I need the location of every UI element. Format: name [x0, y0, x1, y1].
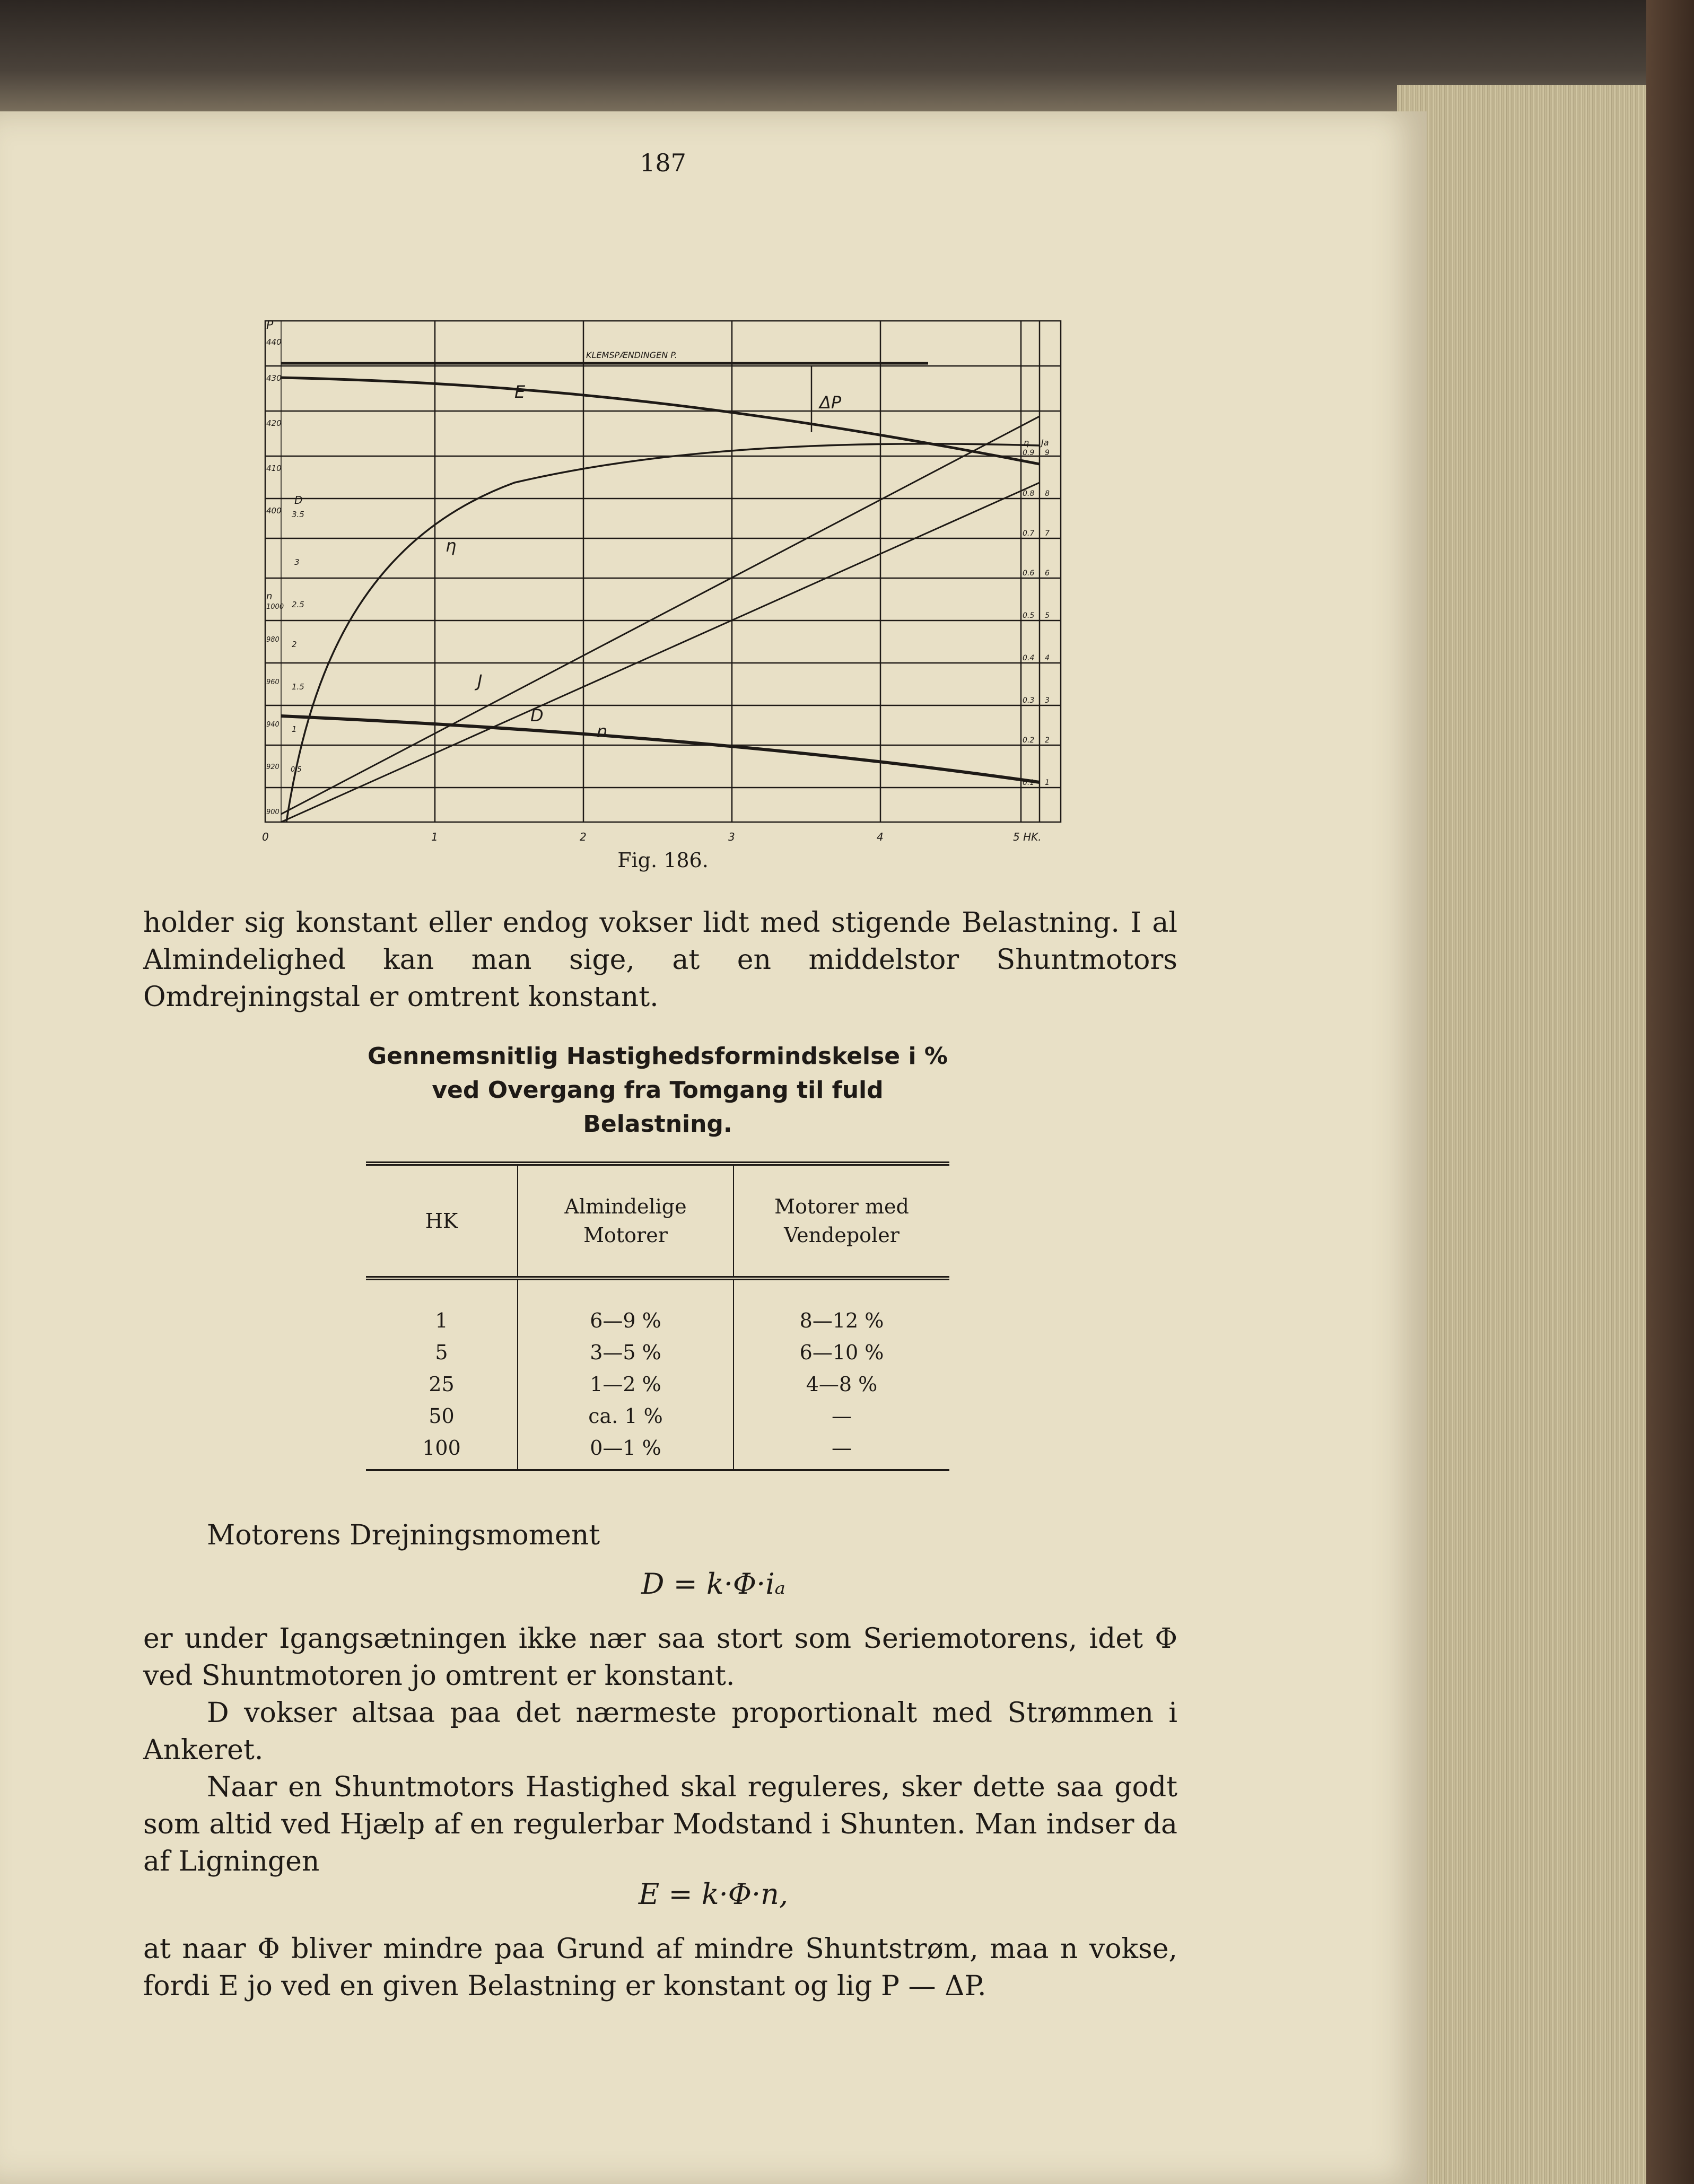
table-row: [366, 1432, 949, 1470]
tick-p-420: 420: [266, 418, 282, 428]
cell-almindelige: 0—1 %: [518, 1432, 734, 1470]
label-klemspaending: KLEMSPÆNDINGEN P.: [586, 350, 677, 360]
paragraph-4: [143, 1694, 1177, 1769]
tick-ja-2: 2: [1045, 736, 1050, 745]
label-d: D: [530, 705, 544, 726]
tick-n-920: 920: [266, 763, 280, 771]
paragraph-1-text: holder sig konstant eller endog vokser lidt med stigende Belastning. I al Almindelighed kan man sige, at en middelstor Shuntmotors Omdrejningstal er omtrent konstant.: [143, 907, 1177, 1013]
figure-caption: Fig. 186.: [617, 849, 709, 872]
tick-d-3.5: 3.5: [292, 510, 304, 519]
j-curve: [281, 416, 1040, 814]
tick-d-1.5: 1.5: [292, 682, 304, 692]
tick-p-400: 400: [266, 506, 282, 516]
tick-x-5: 5 HK.: [1013, 831, 1042, 843]
tick-p-410: 410: [266, 464, 282, 473]
tick-eta-0.3: 0.3: [1023, 696, 1035, 705]
speed-reduction-table: [366, 1161, 949, 1471]
tick-eta-0.7: 0.7: [1023, 529, 1035, 538]
paragraph-5: [143, 1769, 1177, 1880]
formula-torque: D = k·Φ·iₐ: [641, 1567, 785, 1601]
tick-x-2: 2: [580, 831, 587, 843]
cell-almindelige: 6—9 %: [518, 1278, 734, 1336]
label-delta-p: ΔP: [819, 392, 842, 413]
table-row: [366, 1400, 949, 1432]
table-title-line-3: Belastning.: [583, 1111, 732, 1138]
paragraph-6-text: at naar Φ bliver mindre paa Grund af mindre Shuntstrøm, maa n vokse, fordi E jo ved en given Belastning er konstant og lig P — ΔP.: [143, 1933, 1177, 2002]
paragraph-1: [143, 904, 1177, 1016]
tick-eta-0.4: 0.4: [1023, 654, 1035, 662]
tick-x-3: 3: [728, 831, 735, 843]
tick-ja-9: 9: [1045, 449, 1050, 457]
axis-label-n: n: [266, 591, 273, 602]
tick-eta-0.9: 0.9: [1023, 449, 1035, 457]
d-curve: [281, 483, 1040, 822]
tick-d-2: 2: [292, 640, 297, 649]
book-cover-edge: [1646, 0, 1694, 2184]
tick-x-0: 0: [262, 831, 269, 843]
axis-label-p: P: [266, 319, 274, 332]
table-title-line-1: Gennemsnitlig Hastighedsformindskelse i %: [368, 1043, 948, 1070]
tick-x-4: 4: [877, 831, 884, 843]
tick-ja-7: 7: [1045, 529, 1050, 538]
n-curve: [281, 716, 1040, 782]
tick-ja-1: 1: [1045, 779, 1050, 787]
tick-n-940: 940: [266, 721, 280, 729]
tick-d-1: 1: [292, 724, 297, 734]
cell-almindelige: 3—5 %: [518, 1336, 734, 1368]
cell-vendepoler: —: [734, 1400, 949, 1432]
cell-almindelige: 1—2 %: [518, 1368, 734, 1400]
label-eta: η: [446, 536, 457, 556]
header-hk: HK: [425, 1209, 458, 1233]
table-row: [366, 1368, 949, 1400]
label-e: E: [514, 382, 526, 402]
axis-label-eta: η: [1024, 438, 1029, 448]
axis-label-ja: Ja: [1041, 438, 1049, 448]
tick-ja-8: 8: [1045, 490, 1050, 498]
formula-emf: E = k·Φ·n,: [638, 1877, 789, 1911]
tick-n-1000: 1000: [266, 603, 284, 611]
paragraph-2-text: Motorens Drejningsmoment: [207, 1519, 600, 1551]
characteristic-curves-figure: [249, 313, 1087, 859]
label-n: n: [597, 721, 608, 741]
tick-ja-3: 3: [1045, 696, 1050, 705]
table-header-row: [366, 1164, 949, 1278]
tick-ja-4: 4: [1045, 654, 1050, 662]
tick-n-960: 960: [266, 678, 280, 686]
tick-n-900: 900: [266, 808, 280, 816]
cell-vendepoler: 8—12 %: [734, 1278, 949, 1336]
tick-ja-6: 6: [1045, 569, 1050, 578]
page-number: 187: [640, 148, 686, 177]
table-title-line-2: ved Overgang fra Tomgang til fuld: [432, 1077, 884, 1104]
paragraph-3: [143, 1620, 1177, 1694]
paragraph-5-text: Naar en Shuntmotors Hastighed skal reguleres, sker dette saa godt som altid ved Hjælp af en regulerbar Modstand i Shunten. Man indser da af Ligningen: [143, 1771, 1177, 1877]
table-row: [366, 1278, 949, 1336]
tick-eta-0.8: 0.8: [1023, 490, 1035, 498]
axis-label-d: D: [294, 494, 303, 506]
tick-p-440: 440: [266, 337, 282, 347]
tick-p-430: 430: [266, 373, 282, 383]
tick-eta-0.1: 0.1: [1023, 779, 1035, 787]
paragraph-3-text: er under Igangsætningen ikke nær saa stort som Seriemotorens, idet Φ ved Shuntmotoren jo omtrent er konstant.: [143, 1623, 1177, 1692]
eta-curve: [286, 444, 1040, 822]
tick-eta-0.6: 0.6: [1023, 569, 1035, 578]
tick-d-2.5: 2.5: [292, 600, 304, 609]
tick-x-1: 1: [431, 831, 438, 843]
paragraph-2: [143, 1517, 1177, 1554]
header-vendepoler: Motorer med Vendepoler: [734, 1164, 949, 1278]
label-j: J: [477, 671, 483, 691]
tick-d-0.5: 0.5: [291, 766, 302, 774]
tick-d-3: 3: [294, 557, 300, 567]
table-title: [339, 1039, 976, 1141]
cell-hk: 25: [429, 1373, 455, 1396]
cell-hk: 50: [429, 1404, 455, 1428]
header-almindelige: Almindelige Motorer: [518, 1164, 734, 1278]
table-bottom-rule: [366, 1470, 949, 1471]
cell-hk: 5: [435, 1341, 448, 1364]
paragraph-6: [143, 1930, 1177, 2005]
table-row: [366, 1336, 949, 1368]
tick-eta-0.5: 0.5: [1023, 611, 1035, 620]
tick-ja-5: 5: [1045, 611, 1050, 620]
cell-vendepoler: 6—10 %: [734, 1336, 949, 1368]
tick-eta-0.2: 0.2: [1023, 736, 1035, 745]
cell-hk: 100: [422, 1436, 461, 1460]
cell-hk: 1: [435, 1309, 448, 1332]
tick-n-980: 980: [266, 636, 280, 644]
cell-vendepoler: —: [734, 1432, 949, 1470]
paragraph-4-text: D vokser altsaa paa det nærmeste proportionalt med Strømmen i Ankeret.: [143, 1697, 1177, 1766]
cell-almindelige: ca. 1 %: [518, 1400, 734, 1432]
e-curve: [281, 378, 1040, 464]
cell-vendepoler: 4—8 %: [734, 1368, 949, 1400]
